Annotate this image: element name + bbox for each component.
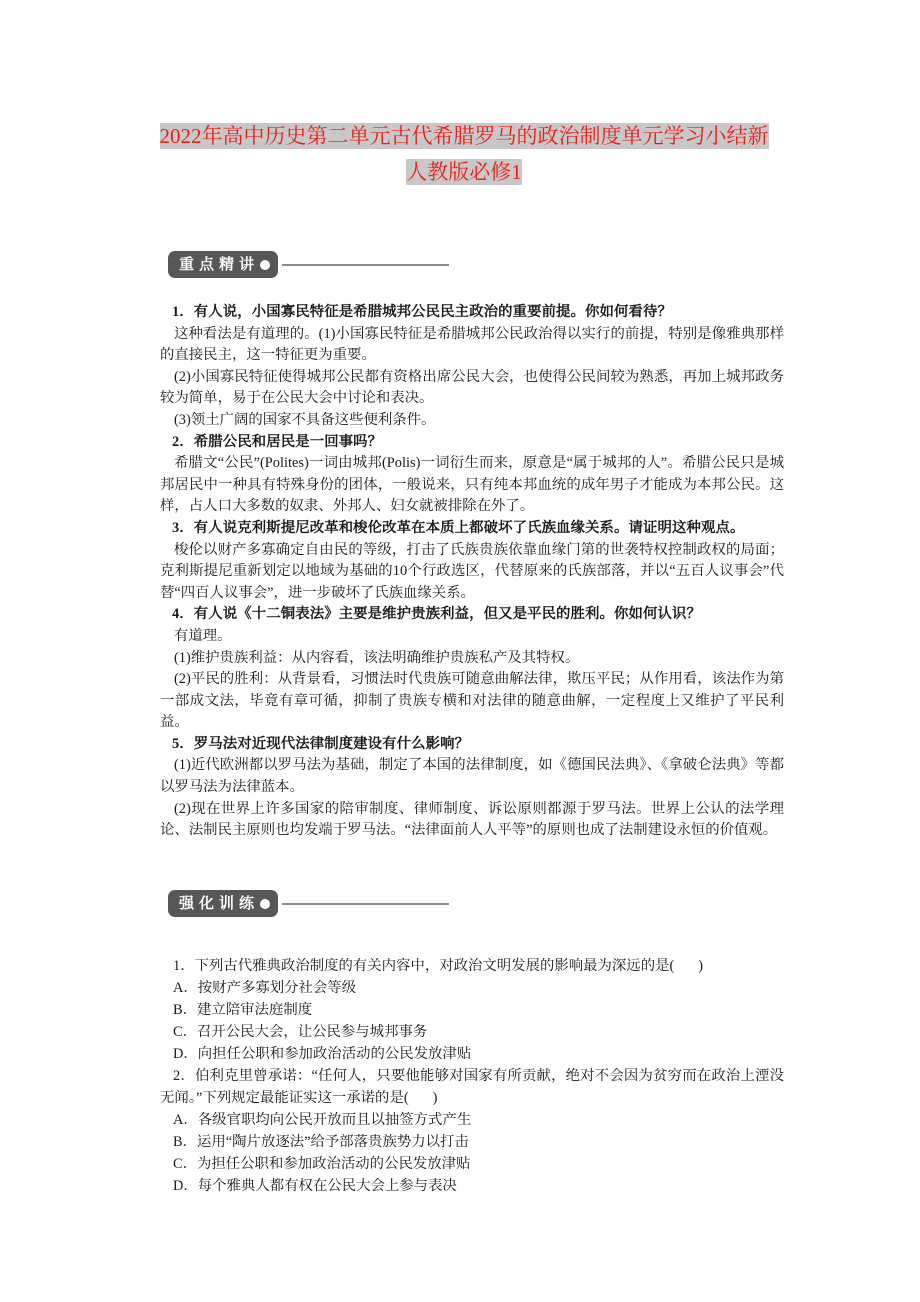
exercise-stem-1-tail: ) xyxy=(698,958,704,974)
exercises-content xyxy=(160,955,784,1197)
key-point-question-4: 4．有人说《十二铜表法》主要是维护贵族利益，但又是平民的胜利。你如何认识？ xyxy=(172,606,701,623)
section-badge-key-points xyxy=(168,251,278,278)
key-point-question-1: 1．有人说，小国寡民特征是希腊城邦公民民主政治的重要前提。你如何看待？ xyxy=(172,304,672,320)
key-point-question-2: 2．希腊公民和居民是一回事吗？ xyxy=(172,433,383,450)
exercise-2-option-b[interactable]: B．运用“陶片放逐法”给予部落贵族势力以打击 xyxy=(173,1134,469,1150)
exercise-2-option-d[interactable]: D．每个雅典人都有权在公民大会上参与表决 xyxy=(173,1178,457,1194)
page-title-line-2: 人教版必修1 xyxy=(406,160,522,184)
filled-circle-icon xyxy=(260,260,270,270)
page-title-line-1: 2022年高中历史第二单元古代希腊罗马的政治制度单元学习小结新 xyxy=(159,124,769,148)
key-point-question-5: 5．罗马法对近现代法律制度建设有什么影响？ xyxy=(172,735,470,752)
section-divider-rule xyxy=(282,903,449,905)
exercise-1-option-b[interactable]: B．建立陪审法庭制度 xyxy=(173,1002,313,1018)
exercise-1-option-d[interactable]: D．向担任公职和参加政治活动的公民发放津贴 xyxy=(173,1046,472,1062)
key-point-answer-4-p3: (2)平民的胜利：从背景看，习惯法时代贵族可随意曲解法律，欺压平民；从作用看，该法作为第一部成文法，毕竟有章可循，抑制了贵族专横和对法律的随意曲解，一定程度上又维护了平民利益。 xyxy=(160,671,784,731)
exercise-2-option-c[interactable]: C．为担任公职和参加政治活动的公民发放津贴 xyxy=(173,1156,471,1172)
section-badge-label: 强化训练 xyxy=(179,895,260,912)
exercise-stem-1 xyxy=(160,955,784,977)
section-header-key-points xyxy=(168,251,768,278)
key-point-answer-2-p1: 希腊文“公民”(Polites)一词由城邦(Polis)一词衍生而来，原意是“属于城邦的人”。希腊公民只是城邦居民中一种具有特殊身份的团体，一般说来，只有纯本邦血统的成年男子才能成为本邦公民。这样，占人口大多数的奴隶、外邦人、妇女就被排除在外了。 xyxy=(160,455,784,515)
key-point-answer-1-p3: (3)领土广阔的国家不具备这些便利条件。 xyxy=(174,411,436,428)
key-point-answer-4-p2: (1)维护贵族利益：从内容看，该法明确维护贵族私产及其特权。 xyxy=(174,649,580,666)
section-badge-label: 重点精讲 xyxy=(179,256,260,273)
page-title xyxy=(138,118,790,190)
exercise-1-option-c[interactable]: C．召开公民大会，让公民参与城邦事务 xyxy=(173,1024,428,1040)
exercise-1-option-a[interactable]: A．按财产多寡划分社会等级 xyxy=(173,980,357,996)
exercise-stem-1-text: 1．下列古代雅典政治制度的有关内容中，对政治文明发展的影响最为深远的是( xyxy=(173,958,675,974)
filled-circle-icon xyxy=(260,899,270,909)
section-header-exercises xyxy=(168,890,768,917)
key-point-answer-1-p1: 这种看法是有道理的。(1)小国寡民特征是希腊城邦公民政治得以实行的前提，特别是像雅典那样的直接民主，这一特征更为重要。 xyxy=(160,325,784,364)
key-point-answer-5-p1: (1)近代欧洲都以罗马法为基础，制定了本国的法律制度，如《德国民法典》、《拿破仑法典》等都以罗马法为法律蓝本。 xyxy=(160,757,784,796)
exercise-stem-2 xyxy=(160,1065,784,1109)
key-point-answer-4-p1: 有道理。 xyxy=(174,627,232,644)
section-badge-exercises xyxy=(168,890,278,917)
key-point-question-3: 3．有人说克利斯提尼改革和梭伦改革在本质上都破坏了氏族血缘关系。请证明这种观点。 xyxy=(172,519,745,536)
exercise-stem-2-text: 2．伯利克里曾承诺：“任何人，只要他能够对国家有所贡献，绝对不会因为贫穷而在政治上湮没无闻。”下列规定最能证实这一承诺的是( xyxy=(160,1068,784,1106)
exercise-2-option-a[interactable]: A．各级官职均向公民开放而且以抽签方式产生 xyxy=(173,1112,472,1128)
key-point-answer-3-p1: 梭伦以财产多寡确定自由民的等级，打击了氏族贵族依靠血缘门第的世袭特权控制政权的局面；克利斯提尼重新划定以地域为基础的10个行政选区，代替原来的氏族部落，并以“五百人议事会”代替“四百人议事会”，进一步破坏了氏族血缘关系。 xyxy=(160,541,784,601)
exercise-stem-2-tail: ) xyxy=(432,1090,438,1106)
key-point-answer-1-p2: (2)小国寡民特征使得城邦公民都有资格出席公民大会，也使得公民间较为熟悉，再加上城邦政务较为简单，易于在公民大会中讨论和表决。 xyxy=(160,368,784,407)
key-point-answer-5-p2: (2)现在世界上许多国家的陪审制度、律师制度、诉讼原则都源于罗马法。世界上公认的法学理论、法制民主原则也均发端于罗马法。“法律面前人人平等”的原则也成了法制建设永恒的价值观。 xyxy=(160,800,784,839)
key-points-content xyxy=(160,302,784,842)
section-divider-rule xyxy=(282,264,449,266)
